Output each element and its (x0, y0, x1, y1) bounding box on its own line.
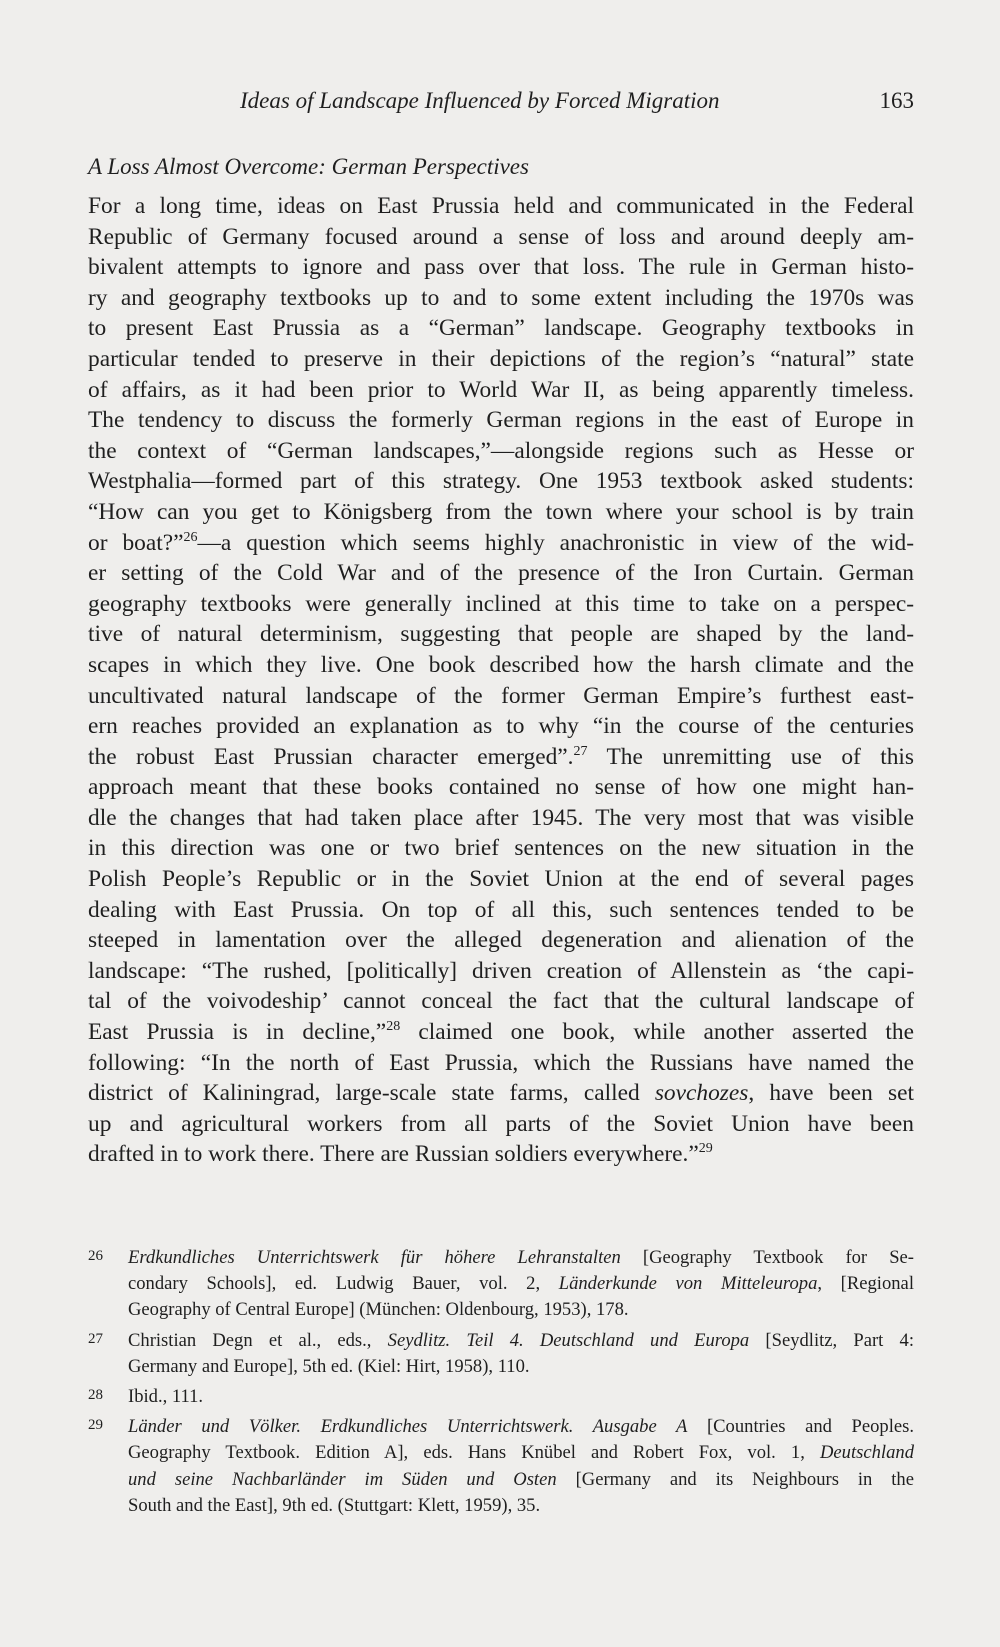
text-fragment: Geography Textbook. Edition A], eds. Hans Knübel and Robert Fox, vol. 1, (128, 1442, 820, 1464)
footnote-number: 29 (88, 1417, 103, 1434)
text-line: landscape: “The rushed, [politically] driven creation of Allenstein as ‘the capi- (88, 957, 914, 984)
text-fragment: The unremitting use of this (587, 743, 914, 770)
text-line: bivalent attempts to ignore and pass over that loss. The rule in German histo- (88, 254, 914, 281)
text-fragment: district of Kaliningrad, large-scale state farms, called (88, 1080, 655, 1107)
text-line: steeped in lamentation over the alleged degeneration and alienation of the (88, 927, 914, 954)
text-line: Westphalia—formed part of this strategy. One 1953 textbook asked students: (88, 468, 914, 495)
text-line: “How can you get to Königsberg from the town where your school is by train (88, 498, 914, 525)
text-line: scapes in which they live. One book described how the harsh climate and the (88, 651, 914, 678)
footnote-29 (88, 1414, 914, 1519)
text-line: The tendency to discuss the formerly German regions in the east of Europe in (88, 407, 914, 434)
section-heading: A Loss Almost Overcome: German Perspectives (88, 154, 529, 179)
italic-title: Seydlitz. Teil 4. Deutschland und Europa (387, 1329, 750, 1351)
text-fragment: East Prussia is in decline,” (88, 1019, 387, 1046)
italic-title: Länder und Völker. Erdkundliches Unterrichtswerk. Ausgabe A (128, 1416, 688, 1438)
text-line: dealing with East Prussia. On top of all this, such sentences tended to be (88, 896, 914, 923)
text-line: tal of the voivodeship’ cannot conceal the fact that the cultural landscape of (88, 988, 914, 1015)
text-fragment: claimed one book, while another asserted the (400, 1019, 914, 1046)
italic-title: Erdkundliches Unterrichtswerk für höhere Lehranstalten (128, 1247, 621, 1268)
footnote-line: South and the East], 9th ed. (Stuttgart: Klett, 1959), 35. (128, 1494, 541, 1516)
footnote-number: 28 (88, 1386, 103, 1403)
text-line (88, 1078, 914, 1109)
footnote-text (128, 1414, 914, 1519)
footnotes (88, 1245, 914, 1523)
text-line: er setting of the Cold War and of the presence of the Iron Curtain. German (88, 560, 914, 587)
footnote-line (128, 1328, 914, 1354)
text-line: For a long time, ideas on East Prussia held and communicated in the Federal (88, 193, 914, 219)
footnote-reference-27[interactable]: 27 (573, 743, 588, 759)
text-line: ern reaches provided an explanation as to why “in the course of the centuries (88, 713, 914, 740)
text-line: particular tended to preserve in their depictions of the region’s “natural” state (88, 345, 914, 372)
text-fragment: drafted in to work there. There are Russian soldiers everywhere.” (88, 1141, 699, 1168)
italic-term: sovchozes (654, 1080, 749, 1107)
text-line: of affairs, as it had been prior to World War II, as being apparently timeless. (88, 376, 914, 403)
text-line: dle the changes that had taken place after 1945. The very most that was visible (88, 804, 914, 831)
footnote-reference-29[interactable]: 29 (698, 1141, 713, 1157)
text-line: to present East Prussia as a “German” landscape. Geography textbooks in (88, 315, 914, 342)
footnote-text (128, 1245, 914, 1324)
text-fragment: —a question which seems highly anachronistic in view of the wid- (197, 529, 914, 556)
footnote-reference-26[interactable]: 26 (183, 529, 198, 545)
text-line (88, 1017, 914, 1048)
footnote-26 (88, 1245, 914, 1324)
text-fragment: , have been set (748, 1080, 914, 1107)
running-title: Ideas of Landscape Influenced by Forced Migration (240, 88, 720, 113)
footnote-reference-28[interactable]: 28 (386, 1019, 401, 1035)
text-fragment: or boat?” (88, 529, 184, 556)
text-line (88, 742, 914, 773)
text-line: the context of “German landscapes,”—alongside regions such as Hesse or (88, 437, 914, 464)
text-line: ry and geography textbooks up to and to some extent including the 1970s was (88, 284, 914, 311)
text-fragment: , [Regional (817, 1273, 914, 1295)
text-fragment: [Germany and its Neighbours in the (556, 1468, 914, 1490)
text-fragment: [Countries and Peoples. (687, 1416, 915, 1438)
text-line: in this direction was one or two brief sentences on the new situation in the (88, 835, 914, 862)
footnote-text (128, 1328, 914, 1380)
text-line: geography textbooks were generally inclined at this time to take on a perspec- (88, 590, 914, 617)
italic-title: und seine Nachbarländer im Süden und Osten (128, 1468, 557, 1490)
footnote-line (128, 1414, 914, 1440)
text-line: uncultivated natural landscape of the former German Empire’s furthest east- (88, 682, 914, 709)
footnote-line (128, 1440, 914, 1466)
footnote-28 (88, 1384, 914, 1410)
footnote-line (128, 1271, 914, 1297)
text-line: following: “In the north of East Prussia, which the Russians have named the (88, 1049, 914, 1076)
text-line (88, 528, 914, 559)
footnote-number: 27 (88, 1330, 103, 1347)
page-number: 163 (879, 88, 914, 113)
footnote-number: 26 (88, 1248, 103, 1264)
text-fragment: [Geography Textbook for Se- (620, 1247, 914, 1268)
text-line: Republic of Germany focused around a sense of loss and around deeply am- (88, 223, 914, 250)
footnote-text (128, 1384, 914, 1410)
footnote-line (128, 1467, 914, 1493)
text-line: Polish People’s Republic or in the Soviet Union at the end of several pages (88, 866, 914, 893)
footnote-line: Ibid., 111. (128, 1385, 204, 1407)
text-fragment: Christian Degn et al., eds., (128, 1329, 388, 1351)
italic-title: Deutschland (820, 1442, 914, 1464)
body-paragraph (88, 191, 914, 1170)
footnote-27 (88, 1328, 914, 1380)
footnote-line (128, 1245, 914, 1271)
text-line: approach meant that these books contained no sense of how one might han- (88, 774, 914, 801)
text-fragment: condary Schools], ed. Ludwig Bauer, vol. 2, (128, 1273, 559, 1295)
footnote-line: Germany and Europe], 5th ed. (Kiel: Hirt, 1958), 110. (128, 1355, 530, 1377)
text-fragment: [Seydlitz, Part 4: (749, 1329, 914, 1351)
text-line (88, 1139, 914, 1170)
text-fragment: the robust East Prussian character emerged”. (88, 743, 574, 770)
footnote-line: Geography of Central Europe] (München: Oldenbourg, 1953), 178. (128, 1299, 629, 1321)
italic-title: Länderkunde von Mitteleuropa (558, 1273, 818, 1295)
text-line: tive of natural determinism, suggesting that people are shaped by the land- (88, 621, 914, 648)
text-line: up and agricultural workers from all parts of the Soviet Union have been (88, 1110, 914, 1137)
